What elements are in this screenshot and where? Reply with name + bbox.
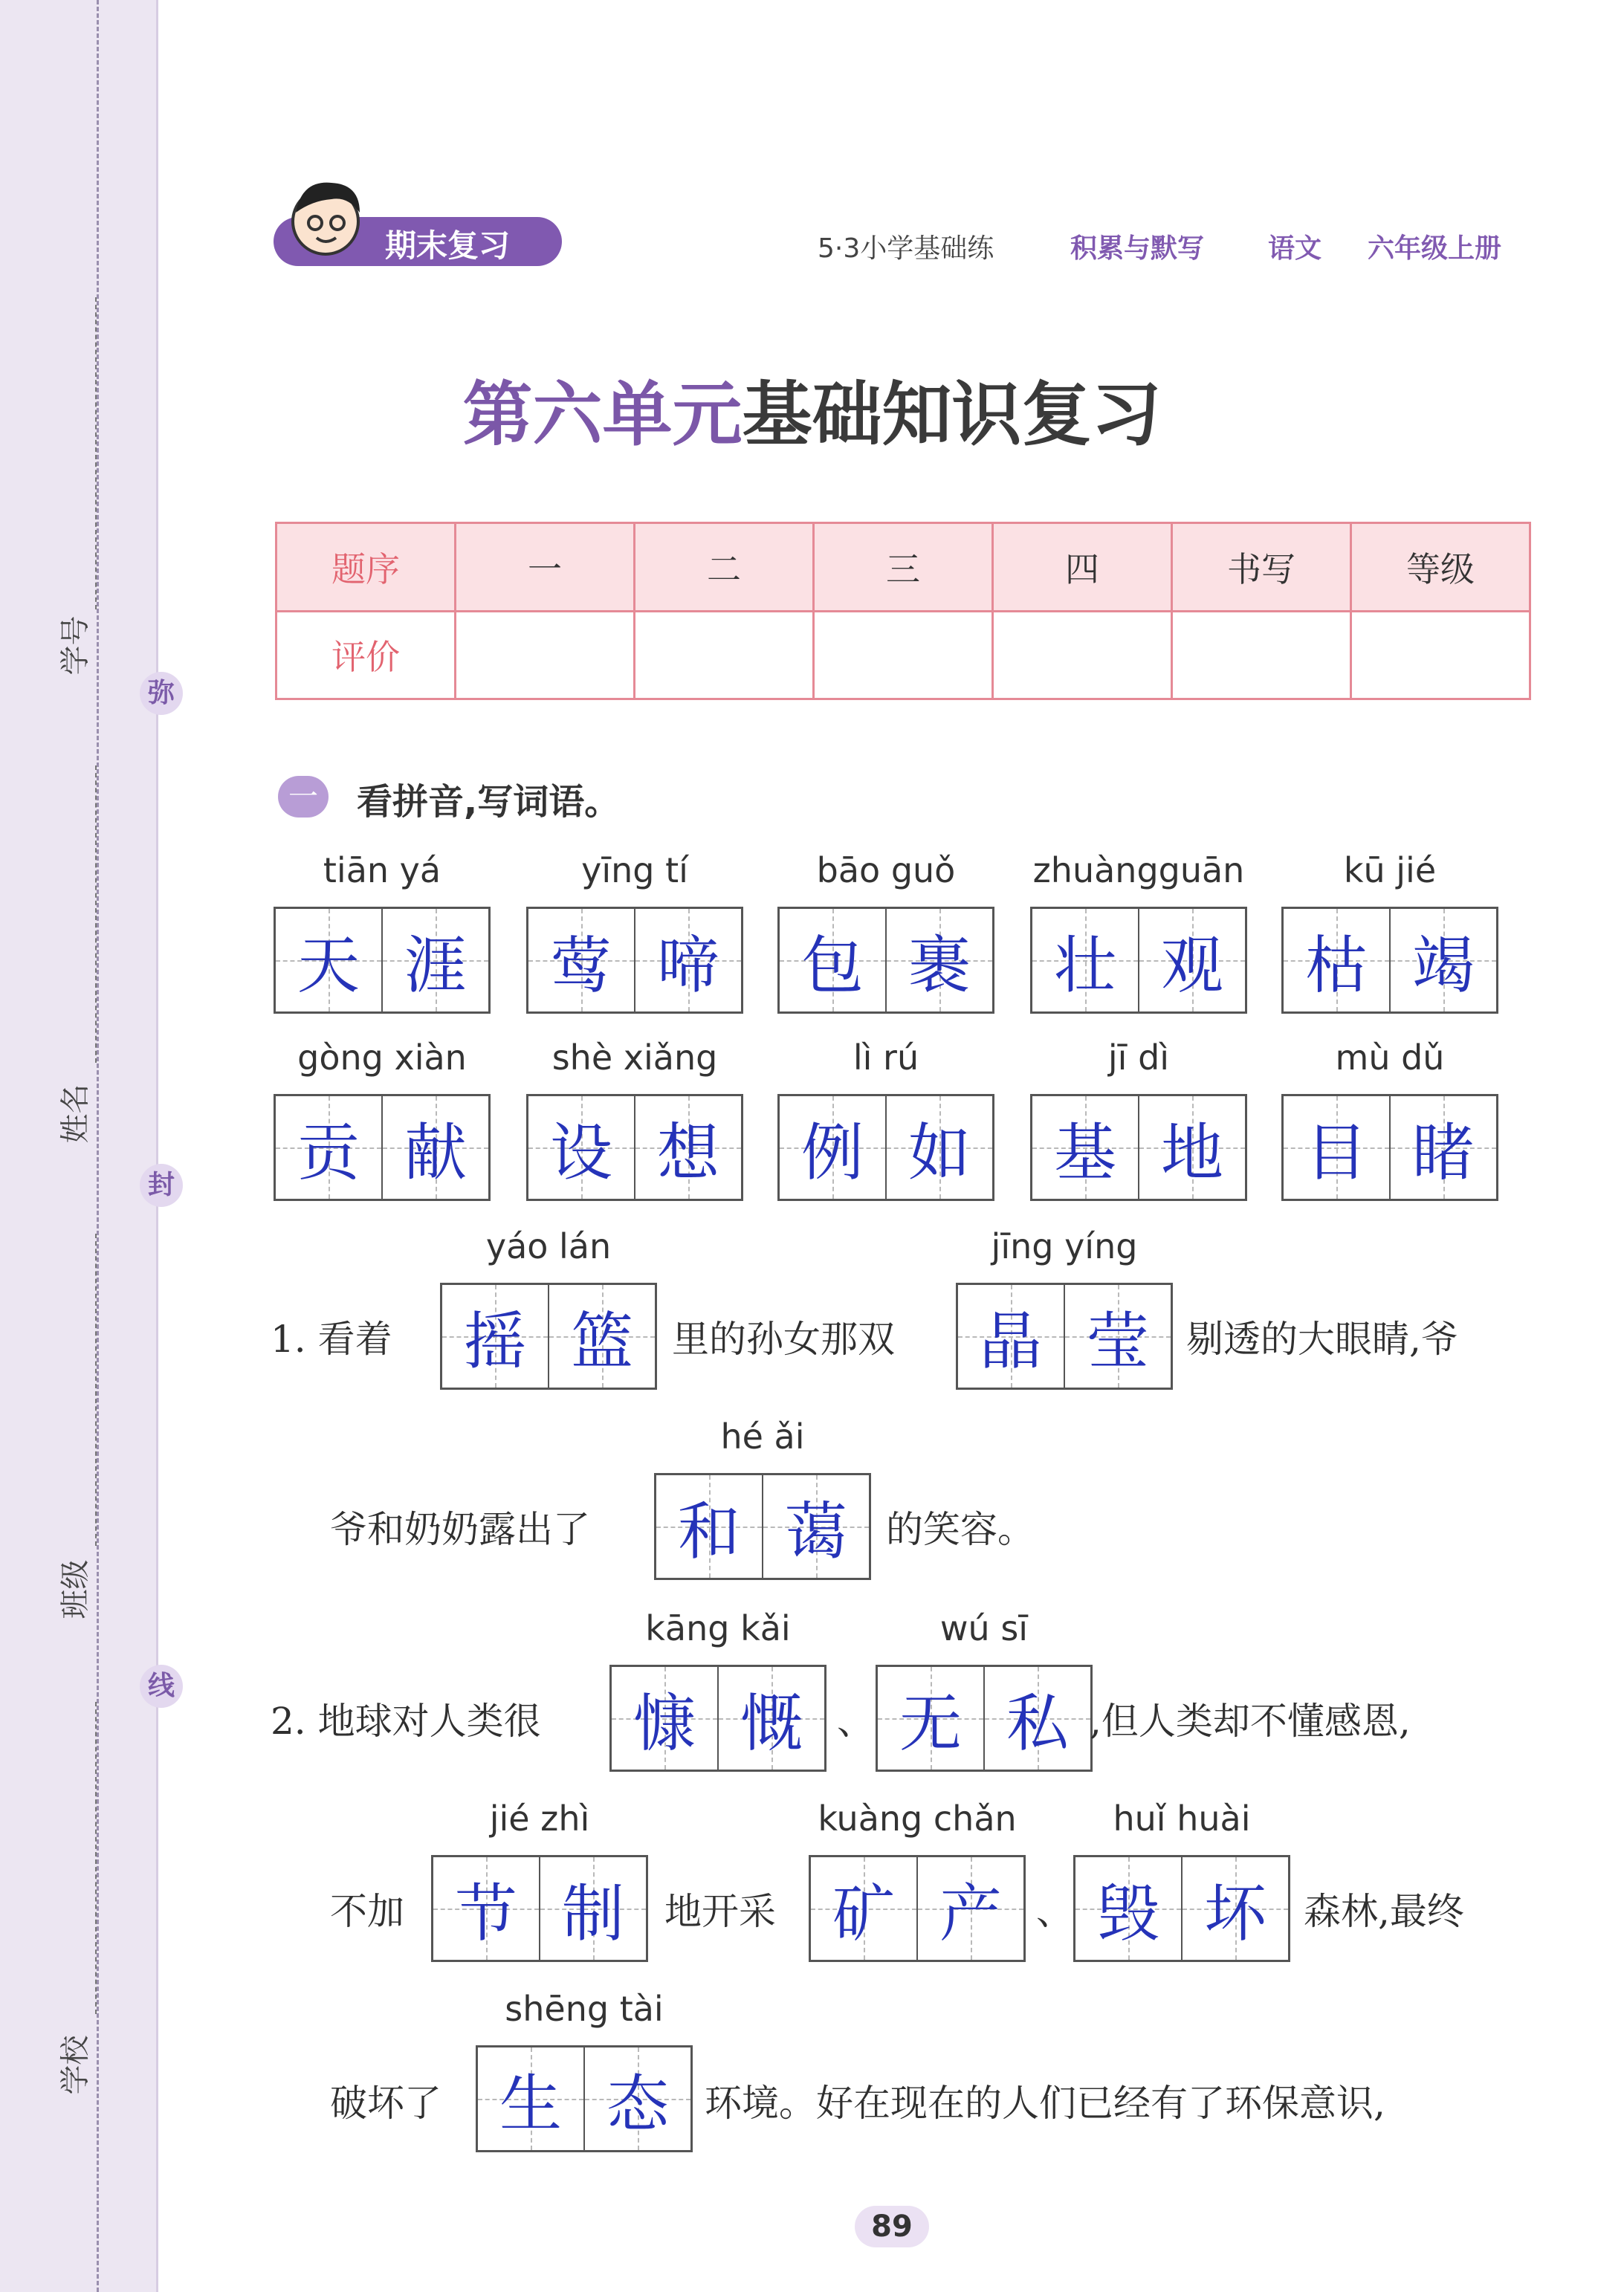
pinyin-word-box xyxy=(431,1799,648,1962)
pinyin-word-box xyxy=(1281,850,1498,1014)
field-student-number xyxy=(43,615,103,676)
written-character: 私 xyxy=(1006,1686,1069,1760)
character-cell[interactable] xyxy=(612,1667,717,1770)
character-grid[interactable] xyxy=(809,1855,1026,1962)
written-character: 态 xyxy=(606,2067,669,2140)
sentence-text: 、 xyxy=(1036,1890,1073,1933)
pinyin-label: jīng yíng xyxy=(991,1226,1138,1266)
character-cell[interactable] xyxy=(780,909,885,1011)
subject-name: 语文 xyxy=(1268,233,1322,264)
pinyin-word-box xyxy=(526,1037,743,1201)
character-cell[interactable] xyxy=(656,1475,762,1578)
character-cell[interactable] xyxy=(1075,1857,1181,1960)
written-character: 基 xyxy=(1053,1116,1116,1189)
grading-table xyxy=(275,522,1531,700)
written-character: 枯 xyxy=(1304,928,1368,1002)
written-character: 慷 xyxy=(633,1686,696,1760)
sentence-text: 爷和奶奶露出了 xyxy=(330,1508,590,1551)
sentence-text: 地开采 xyxy=(664,1890,776,1933)
table-cell: 书写 xyxy=(1172,523,1351,612)
written-character: 蔼 xyxy=(784,1495,847,1568)
pinyin-label: gòng xiàn xyxy=(297,1037,467,1078)
pinyin-word-box xyxy=(956,1226,1173,1390)
table-cell[interactable] xyxy=(814,611,993,699)
character-cell[interactable] xyxy=(1138,909,1245,1011)
page-title xyxy=(0,358,1624,459)
pinyin-word-box xyxy=(274,1037,491,1201)
character-cell[interactable] xyxy=(885,1096,992,1199)
character-grid[interactable] xyxy=(476,2045,693,2152)
character-grid[interactable] xyxy=(777,1094,994,1201)
character-cell[interactable] xyxy=(381,1096,488,1199)
pinyin-word-box xyxy=(1030,1037,1247,1201)
table-cell[interactable] xyxy=(993,611,1172,699)
pinyin-label: mù dǔ xyxy=(1335,1037,1445,1078)
pinyin-label: shè xiǎng xyxy=(551,1037,718,1078)
character-cell[interactable] xyxy=(1032,909,1138,1011)
written-character: 矿 xyxy=(832,1877,895,1950)
written-character: 观 xyxy=(1160,928,1223,1002)
section-instruction: 看拼音,写词语。 xyxy=(357,781,621,823)
pinyin-word-box xyxy=(274,850,491,1014)
written-character: 例 xyxy=(800,1116,864,1189)
written-character: 摇 xyxy=(463,1304,526,1378)
character-grid[interactable] xyxy=(777,907,994,1014)
field-line xyxy=(95,1702,97,2014)
character-cell[interactable] xyxy=(528,1096,634,1199)
character-cell[interactable] xyxy=(433,1857,539,1960)
pinyin-label: huǐ huài xyxy=(1113,1799,1251,1839)
written-character: 产 xyxy=(939,1877,1002,1950)
character-grid[interactable] xyxy=(431,1855,648,1962)
written-character: 天 xyxy=(297,928,360,1002)
written-character: 莹 xyxy=(1086,1304,1149,1378)
pinyin-label: kāng kǎi xyxy=(645,1608,791,1648)
written-character: 包 xyxy=(800,928,864,1002)
pinyin-label: yáo lán xyxy=(485,1226,612,1266)
character-grid[interactable] xyxy=(526,907,743,1014)
pinyin-word-box xyxy=(1073,1799,1290,1962)
written-character: 贡 xyxy=(297,1116,360,1189)
written-character: 地 xyxy=(1160,1116,1223,1189)
table-cell[interactable] xyxy=(1172,611,1351,699)
sentence-text: 1. 看着 xyxy=(271,1318,392,1361)
character-grid[interactable] xyxy=(526,1094,743,1201)
character-grid[interactable] xyxy=(1281,1094,1498,1201)
pinyin-label: yīng tí xyxy=(581,850,688,890)
character-grid[interactable] xyxy=(609,1665,826,1772)
sentence-text: 不加 xyxy=(330,1890,404,1933)
character-cell[interactable] xyxy=(478,2047,583,2150)
character-cell[interactable] xyxy=(717,1667,824,1770)
table-cell: 评价 xyxy=(276,611,456,699)
written-character: 生 xyxy=(499,2067,562,2140)
character-grid[interactable] xyxy=(1030,907,1247,1014)
written-character: 慨 xyxy=(740,1686,803,1760)
written-character: 涯 xyxy=(404,928,467,1002)
character-cell[interactable] xyxy=(548,1285,655,1388)
character-cell[interactable] xyxy=(539,1857,646,1960)
character-grid[interactable] xyxy=(1030,1094,1247,1201)
sentence-text: 里的孙女那双 xyxy=(672,1318,895,1361)
margin-edge xyxy=(156,0,158,2292)
written-character: 节 xyxy=(454,1877,517,1950)
pinyin-label: kū jié xyxy=(1343,850,1437,890)
pinyin-word-box xyxy=(1030,850,1247,1014)
pinyin-label: shēng tài xyxy=(505,1989,664,2029)
pinyin-label: lì rú xyxy=(853,1037,919,1078)
pinyin-label: zhuàngguān xyxy=(1032,850,1245,890)
pinyin-word-box xyxy=(777,1037,994,1201)
pinyin-word-box xyxy=(440,1226,657,1390)
sentence-text: 2. 地球对人类很 xyxy=(271,1700,541,1743)
table-cell[interactable] xyxy=(635,611,814,699)
character-cell[interactable] xyxy=(1389,909,1496,1011)
pinyin-label: jī dì xyxy=(1107,1037,1170,1078)
cut-line xyxy=(97,0,99,2292)
written-character: 想 xyxy=(656,1116,719,1189)
sentence-text: 剔透的大眼睛,爷 xyxy=(1186,1318,1458,1361)
character-cell[interactable] xyxy=(1064,1285,1171,1388)
pinyin-word-box xyxy=(777,850,994,1014)
table-row xyxy=(276,611,1530,699)
section-number-badge xyxy=(278,776,329,818)
table-cell[interactable] xyxy=(456,611,635,699)
pinyin-word-box xyxy=(476,1989,693,2152)
pinyin-label: jié zhì xyxy=(489,1799,590,1839)
sentence-text: 森林,最终 xyxy=(1304,1890,1464,1933)
character-grid[interactable] xyxy=(274,1094,491,1201)
table-cell[interactable] xyxy=(1351,611,1530,699)
field-label: 姓名 xyxy=(58,1084,93,1144)
seal-xian: 线 xyxy=(140,1665,183,1708)
pinyin-label: bāo guǒ xyxy=(816,850,956,890)
pinyin-word-box xyxy=(1281,1037,1498,1201)
written-character: 制 xyxy=(561,1877,624,1950)
field-label: 学校 xyxy=(58,2035,93,2095)
table-cell: 四 xyxy=(993,523,1172,612)
written-character: 坏 xyxy=(1203,1877,1266,1950)
field-label: 班级 xyxy=(58,1559,93,1619)
written-character: 毁 xyxy=(1096,1877,1159,1950)
field-name xyxy=(43,1084,103,1144)
character-cell[interactable] xyxy=(780,1096,885,1199)
character-cell[interactable] xyxy=(381,909,488,1011)
written-character: 无 xyxy=(899,1686,962,1760)
binding-margin xyxy=(0,0,158,2292)
character-cell[interactable] xyxy=(1181,1857,1288,1960)
character-cell[interactable] xyxy=(1389,1096,1496,1199)
book-name: 积累与默写 xyxy=(1070,233,1205,264)
field-line xyxy=(95,1234,97,1546)
written-character: 篮 xyxy=(570,1304,633,1378)
written-character: 设 xyxy=(549,1116,612,1189)
written-character: 献 xyxy=(404,1116,467,1189)
character-grid[interactable] xyxy=(956,1283,1173,1390)
seal-mi: 弥 xyxy=(140,672,183,715)
character-cell[interactable] xyxy=(1032,1096,1138,1199)
field-label: 学号 xyxy=(58,615,93,676)
series-name: 5·3小学基础练 xyxy=(818,233,994,264)
written-character: 目 xyxy=(1304,1116,1368,1189)
written-character: 裹 xyxy=(908,928,971,1002)
pinyin-word-box xyxy=(609,1608,826,1772)
character-cell[interactable] xyxy=(276,1096,381,1199)
review-badge-label: 期末复习 xyxy=(385,227,511,264)
character-cell[interactable] xyxy=(1284,909,1389,1011)
table-row xyxy=(276,523,1530,612)
section-number: 一 xyxy=(288,780,318,814)
title-topic: 基础知识复习 xyxy=(742,375,1162,456)
sentence-text: 破坏了 xyxy=(330,2082,441,2125)
table-cell: 三 xyxy=(814,523,993,612)
written-character: 和 xyxy=(677,1495,740,1568)
character-cell[interactable] xyxy=(762,1475,869,1578)
field-school xyxy=(43,2035,103,2095)
character-grid[interactable] xyxy=(1281,907,1498,1014)
pinyin-label: kuàng chǎn xyxy=(818,1799,1017,1839)
mascot-icon xyxy=(279,169,384,273)
table-cell: 一 xyxy=(456,523,635,612)
pinyin-word-box xyxy=(876,1608,1093,1772)
written-character: 如 xyxy=(908,1116,971,1189)
written-character: 睹 xyxy=(1411,1116,1475,1189)
character-cell[interactable] xyxy=(528,909,634,1011)
title-unit: 第六单元 xyxy=(462,375,743,456)
page-number: 89 xyxy=(855,2206,929,2247)
character-cell[interactable] xyxy=(442,1285,548,1388)
character-cell[interactable] xyxy=(811,1857,916,1960)
pinyin-label: wú sī xyxy=(939,1608,1029,1648)
character-cell[interactable] xyxy=(583,2047,690,2150)
seal-feng: 封 xyxy=(140,1164,183,1207)
written-character: 竭 xyxy=(1411,928,1475,1002)
written-character: 莺 xyxy=(549,928,612,1002)
field-class xyxy=(43,1559,103,1619)
character-cell[interactable] xyxy=(983,1667,1090,1770)
sentence-text: ,但人类却不懂感恩, xyxy=(1090,1700,1411,1743)
pinyin-label: tiān yá xyxy=(323,850,441,890)
sentence-text: 的笑容。 xyxy=(886,1508,1035,1551)
sentence-text: 环境。好在现在的人们已经有了环保意识, xyxy=(705,2082,1385,2125)
pinyin-word-box xyxy=(809,1799,1026,1962)
character-cell[interactable] xyxy=(1138,1096,1245,1199)
character-cell[interactable] xyxy=(634,1096,741,1199)
grade-name: 六年级上册 xyxy=(1368,233,1502,264)
character-grid[interactable] xyxy=(1073,1855,1290,1962)
character-grid[interactable] xyxy=(654,1473,871,1580)
character-cell[interactable] xyxy=(958,1285,1064,1388)
table-cell: 题序 xyxy=(276,523,456,612)
pinyin-label: hé ǎi xyxy=(720,1417,805,1457)
character-grid[interactable] xyxy=(274,907,491,1014)
written-character: 啼 xyxy=(656,928,719,1002)
character-cell[interactable] xyxy=(878,1667,983,1770)
sentence-text: 、 xyxy=(837,1700,874,1743)
character-cell[interactable] xyxy=(916,1857,1023,1960)
character-grid[interactable] xyxy=(876,1665,1093,1772)
written-character: 壮 xyxy=(1053,928,1116,1002)
table-cell: 二 xyxy=(635,523,814,612)
character-cell[interactable] xyxy=(1284,1096,1389,1199)
character-cell[interactable] xyxy=(885,909,992,1011)
character-cell[interactable] xyxy=(634,909,741,1011)
character-cell[interactable] xyxy=(276,909,381,1011)
pinyin-word-box xyxy=(654,1417,871,1580)
pinyin-word-box xyxy=(526,850,743,1014)
field-line xyxy=(95,765,97,1063)
character-grid[interactable] xyxy=(440,1283,657,1390)
written-character: 晶 xyxy=(979,1304,1042,1378)
table-cell: 等级 xyxy=(1351,523,1530,612)
